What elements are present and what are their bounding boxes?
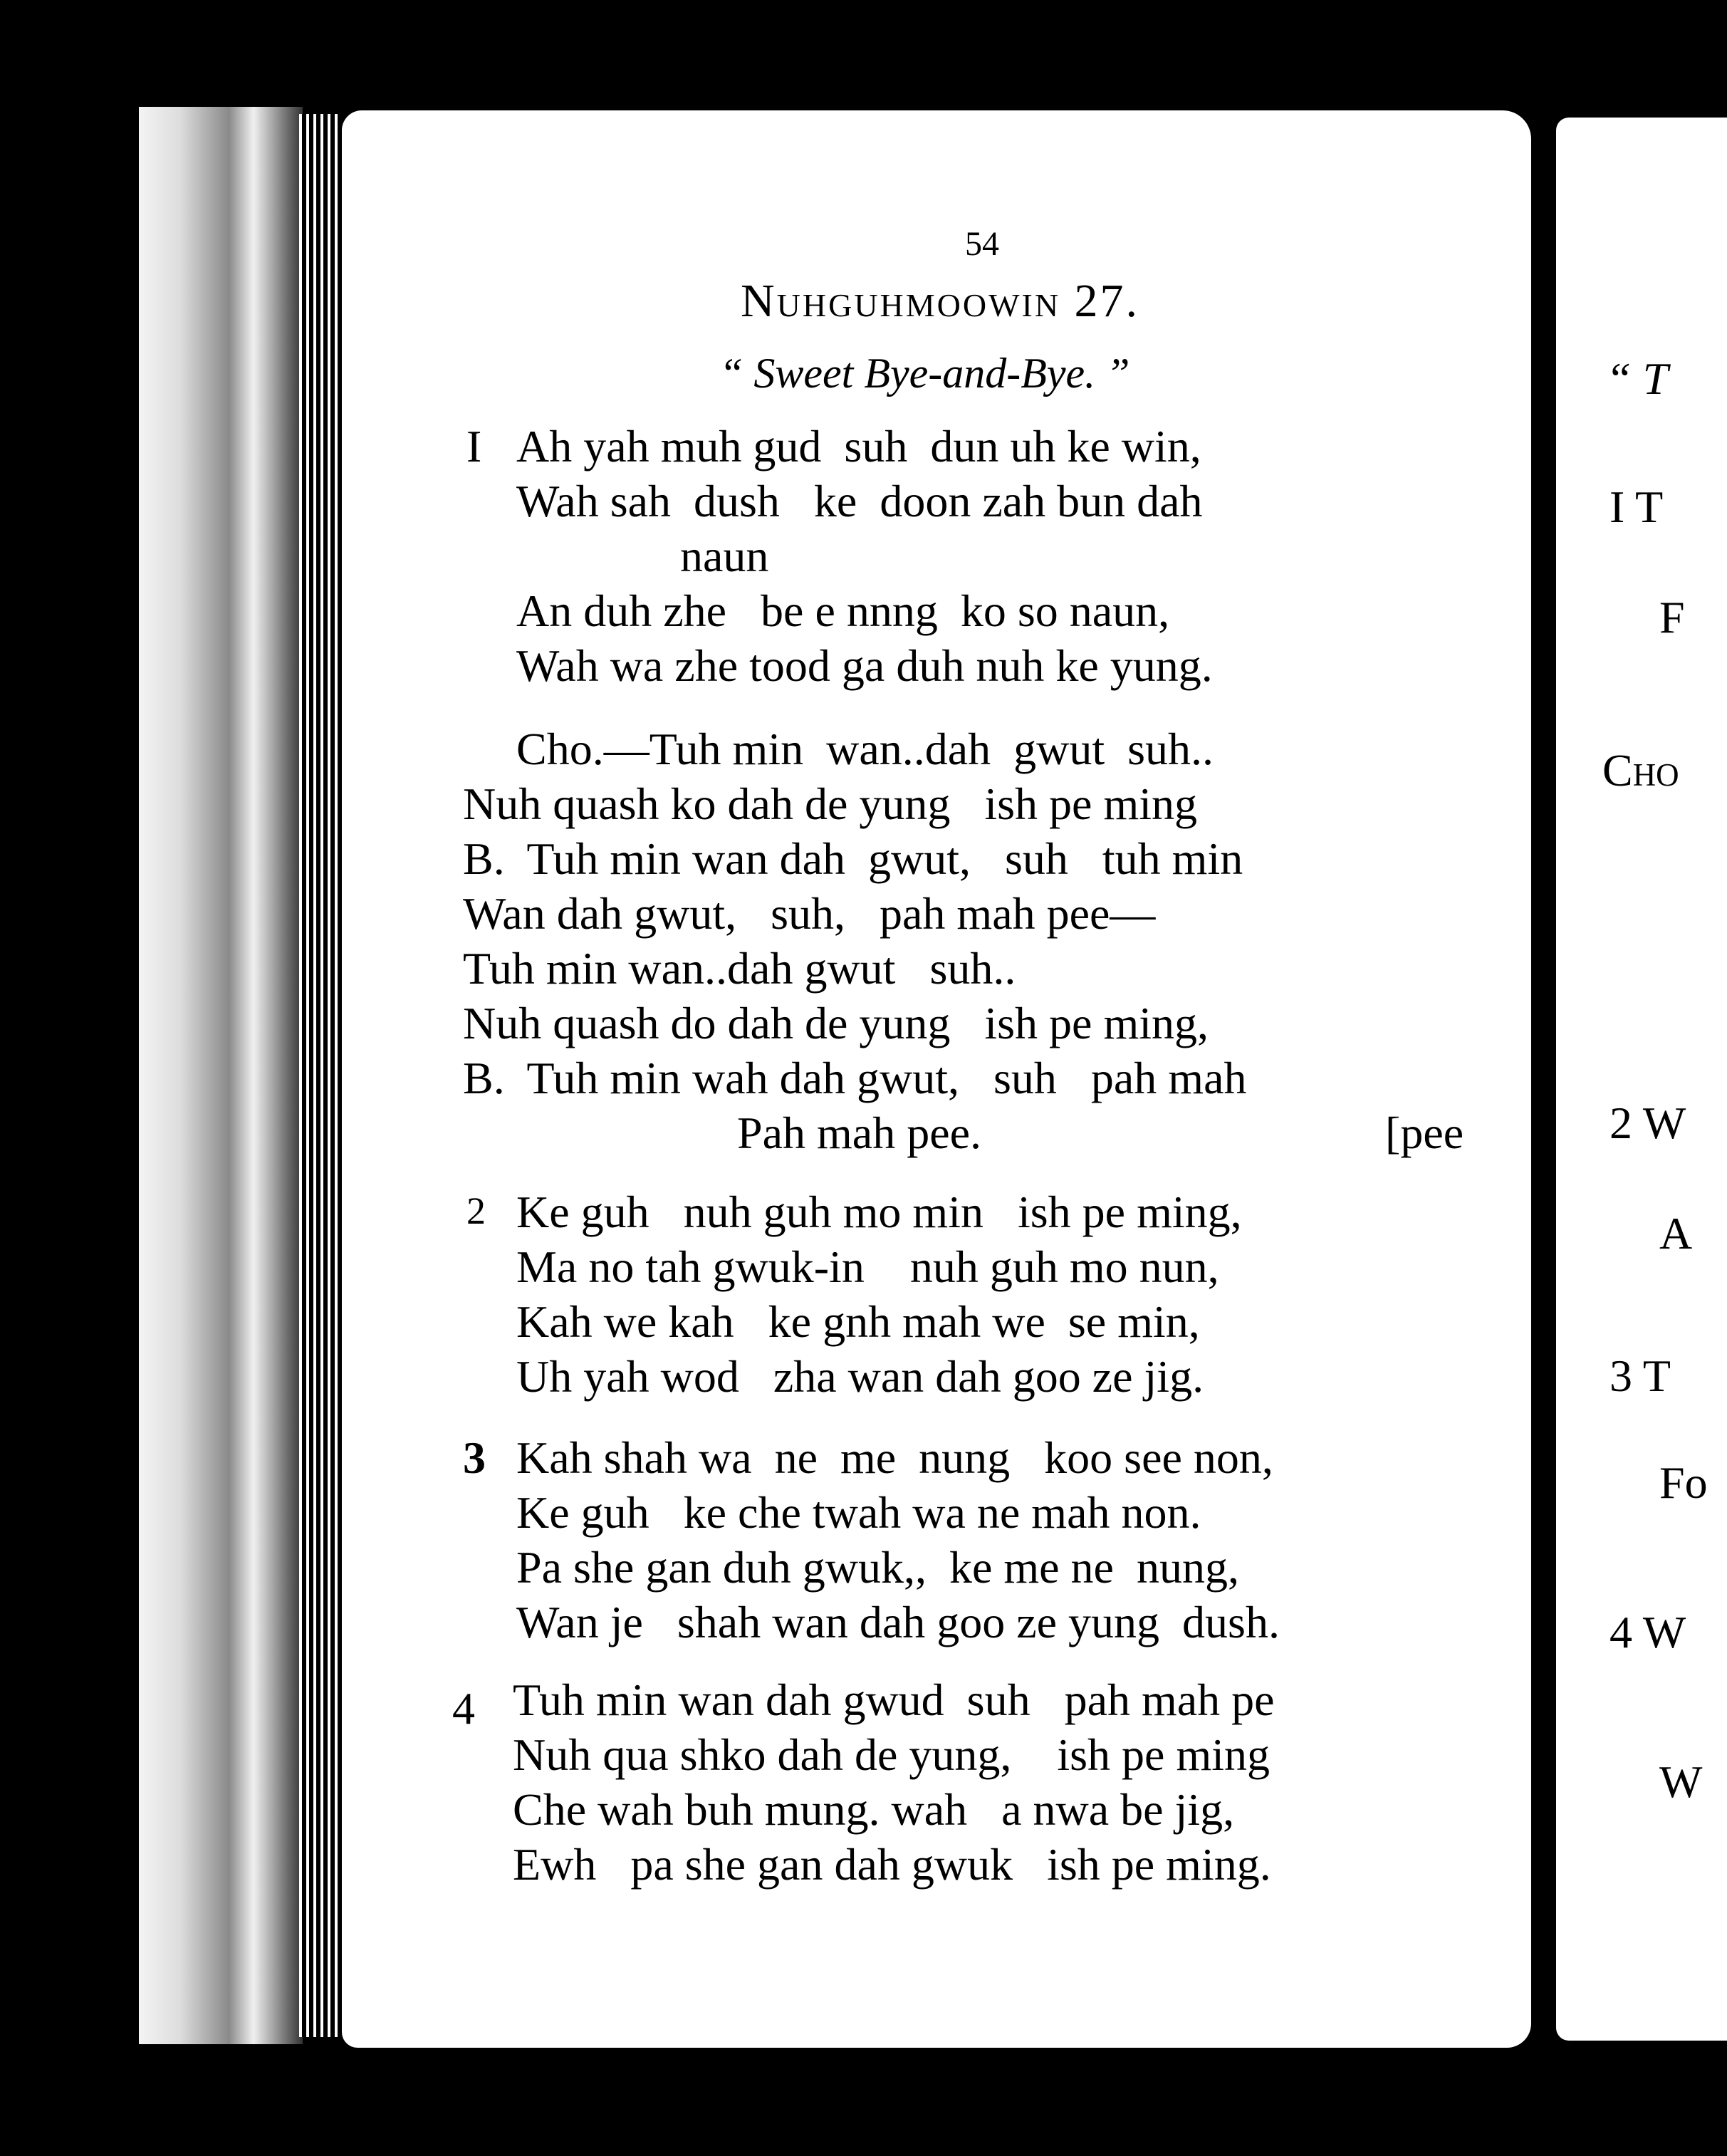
chorus-line-1: Cho.—Tuh min wan..dah gwut suh.. [516, 724, 1214, 774]
chorus-line-2: Nuh quash ko dah de yung ish pe ming [463, 778, 1197, 829]
verse-1-line-2: Wah sah dush ke doon zah bun dah [516, 476, 1203, 526]
verse-1-line-5: Wah wa zhe tood ga duh nuh ke yung. [516, 640, 1213, 691]
facing-fragment: 2 W [1609, 1098, 1686, 1148]
verse-3-line-1: Kah shah wa ne me nung koo see non, [516, 1432, 1273, 1483]
verse-1-number: I [466, 421, 482, 472]
verse-2-line-3: Kah we kah ke gnh mah we se min, [516, 1296, 1200, 1347]
book-page [342, 110, 1531, 2048]
facing-fragment: “ T [1606, 353, 1669, 404]
facing-fragment: Fo [1659, 1457, 1708, 1508]
facing-fragment: I T [1609, 481, 1664, 532]
chorus-line-8: Pah mah pee. [737, 1108, 981, 1158]
verse-2-line-4: Uh yah wod zha wan dah goo ze jig. [516, 1351, 1204, 1402]
facing-fragment: 3 T [1609, 1350, 1671, 1401]
verse-2-line-1: Ke guh nuh guh mo min ish pe ming, [516, 1187, 1242, 1237]
verse-4-number: 4 [452, 1683, 475, 1734]
verse-4-line-2: Nuh qua shko dah de yung, ish pe ming [513, 1729, 1270, 1780]
chorus-line-5: Tuh min wan..dah gwut suh.. [463, 943, 1016, 994]
verse-2-line-2: Ma no tah gwuk-in nuh guh mo nun, [516, 1241, 1219, 1292]
verse-2-number: 2 [466, 1189, 486, 1232]
facing-fragment: F [1659, 592, 1685, 642]
book-edge-left [139, 107, 303, 2044]
chorus-line-6: Nuh quash do dah de yung ish pe ming, [463, 998, 1209, 1048]
tune-name: “ Sweet Bye-and-Bye. ” [719, 350, 1130, 397]
hymn-title: Nuhguhmoowin 27. [741, 275, 1140, 327]
chorus-line-9: [pee [1385, 1108, 1464, 1158]
facing-fragment: A [1659, 1208, 1693, 1259]
verse-3-line-4: Wan je shah wan dah goo ze yung dush. [516, 1597, 1280, 1647]
chorus-line-4: Wan dah gwut, suh, pah mah pee— [463, 888, 1156, 939]
page-edges [299, 114, 342, 2037]
facing-page [1556, 118, 1727, 2041]
chorus-line-3: B. Tuh min wan dah gwut, suh tuh min [463, 833, 1243, 884]
chorus-line-7: B. Tuh min wah dah gwut, suh pah mah [463, 1053, 1247, 1103]
verse-4-line-4: Ewh pa she gan dah gwuk ish pe ming. [513, 1839, 1271, 1890]
verse-4-line-1: Tuh min wan dah gwud suh pah mah pe [513, 1675, 1275, 1725]
page-number: 54 [965, 225, 999, 263]
verse-1-line-1: Ah yah muh gud suh dun uh ke win, [516, 421, 1201, 472]
verse-3-number: 3 [463, 1432, 486, 1483]
facing-fragment: 4 W [1609, 1607, 1686, 1657]
facing-fragment: W [1659, 1756, 1703, 1807]
verse-3-line-3: Pa she gan duh gwuk,, ke me ne nung, [516, 1542, 1239, 1593]
verse-4-line-3: Che wah buh mung. wah a nwa be jig, [513, 1784, 1235, 1835]
verse-1-line-4: An duh zhe be e nnng ko so naun, [516, 585, 1170, 636]
facing-fragment: Cho [1602, 745, 1679, 796]
verse-3-line-2: Ke guh ke che twah wa ne mah non. [516, 1487, 1201, 1538]
verse-1-line-3: naun [680, 531, 769, 581]
